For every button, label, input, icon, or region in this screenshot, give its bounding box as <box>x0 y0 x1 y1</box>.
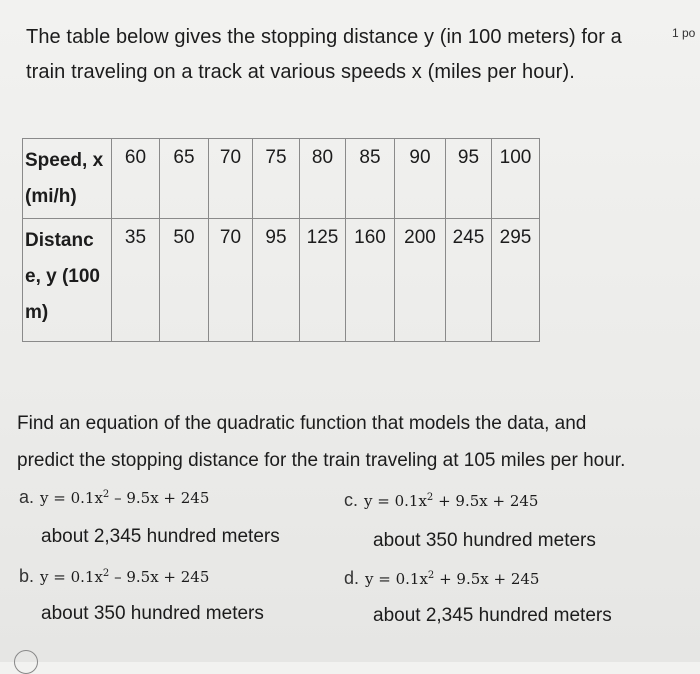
distance-header <box>23 219 112 342</box>
distance-cell: 125 <box>300 219 346 342</box>
distance-header-line: m) <box>25 302 49 323</box>
distance-cell: 245 <box>446 219 492 342</box>
speed-cell: 80 <box>300 139 346 219</box>
distance-cell: 200 <box>395 219 446 342</box>
data-table <box>22 138 540 342</box>
distance-cell: 95 <box>253 219 300 342</box>
speed-cell: 100 <box>492 139 540 219</box>
radio-circle-icon[interactable] <box>14 650 38 674</box>
distance-row <box>23 219 540 342</box>
distance-cell: 295 <box>492 219 540 342</box>
choice-c[interactable] <box>344 490 538 511</box>
choice-letter: a. <box>19 487 35 507</box>
distance-cell: 35 <box>112 219 160 342</box>
speed-cell: 60 <box>112 139 160 219</box>
points-label: 1 po <box>672 26 696 40</box>
speed-cell: 95 <box>446 139 492 219</box>
choice-c-answer: about 350 hundred meters <box>373 530 596 551</box>
choice-equation: $y = 0.1x^2 + 9.5x + 245$ <box>364 492 539 510</box>
distance-header-line: e, y (100 <box>25 266 100 287</box>
speed-cell: 85 <box>346 139 395 219</box>
choice-equation: $y = 0.1x^2 - 9.5x + 245$ <box>40 489 210 507</box>
question-intro-line2: train traveling on a track at various speeds x (miles per hour). <box>26 61 575 83</box>
speed-header-line: Speed, x <box>25 150 104 171</box>
choice-equation: $y = 0.1x^2 + 9.5x + 245$ <box>365 570 540 588</box>
choice-d-answer: about 2,345 hundred meters <box>373 605 612 626</box>
speed-header <box>23 139 112 219</box>
question-intro-line1: The table below gives the stopping distance y (in 100 meters) for a <box>26 26 622 48</box>
choice-equation: $y = 0.1x^2 - 9.5x + 245$ <box>40 568 210 586</box>
choice-d[interactable] <box>344 568 539 589</box>
speed-cell: 75 <box>253 139 300 219</box>
speed-cell: 70 <box>209 139 253 219</box>
distance-cell: 160 <box>346 219 395 342</box>
speed-cell: 90 <box>395 139 446 219</box>
question-line2: predict the stopping distance for the train traveling at 105 miles per hour. <box>17 450 626 471</box>
distance-cell: 50 <box>160 219 209 342</box>
choice-b-answer: about 350 hundred meters <box>41 603 264 624</box>
choice-letter: c. <box>344 490 359 510</box>
choice-a[interactable] <box>19 487 209 508</box>
choice-letter: d. <box>344 568 360 588</box>
distance-cell: 70 <box>209 219 253 342</box>
choice-b[interactable] <box>19 566 209 587</box>
choice-a-answer: about 2,345 hundred meters <box>41 526 280 547</box>
speed-header-line: (mi/h) <box>25 186 77 207</box>
question-line1: Find an equation of the quadratic function that models the data, and <box>17 413 587 434</box>
distance-header-line: Distanc <box>25 230 94 251</box>
speed-row <box>23 139 540 219</box>
choice-letter: b. <box>19 566 35 586</box>
speed-cell: 65 <box>160 139 209 219</box>
